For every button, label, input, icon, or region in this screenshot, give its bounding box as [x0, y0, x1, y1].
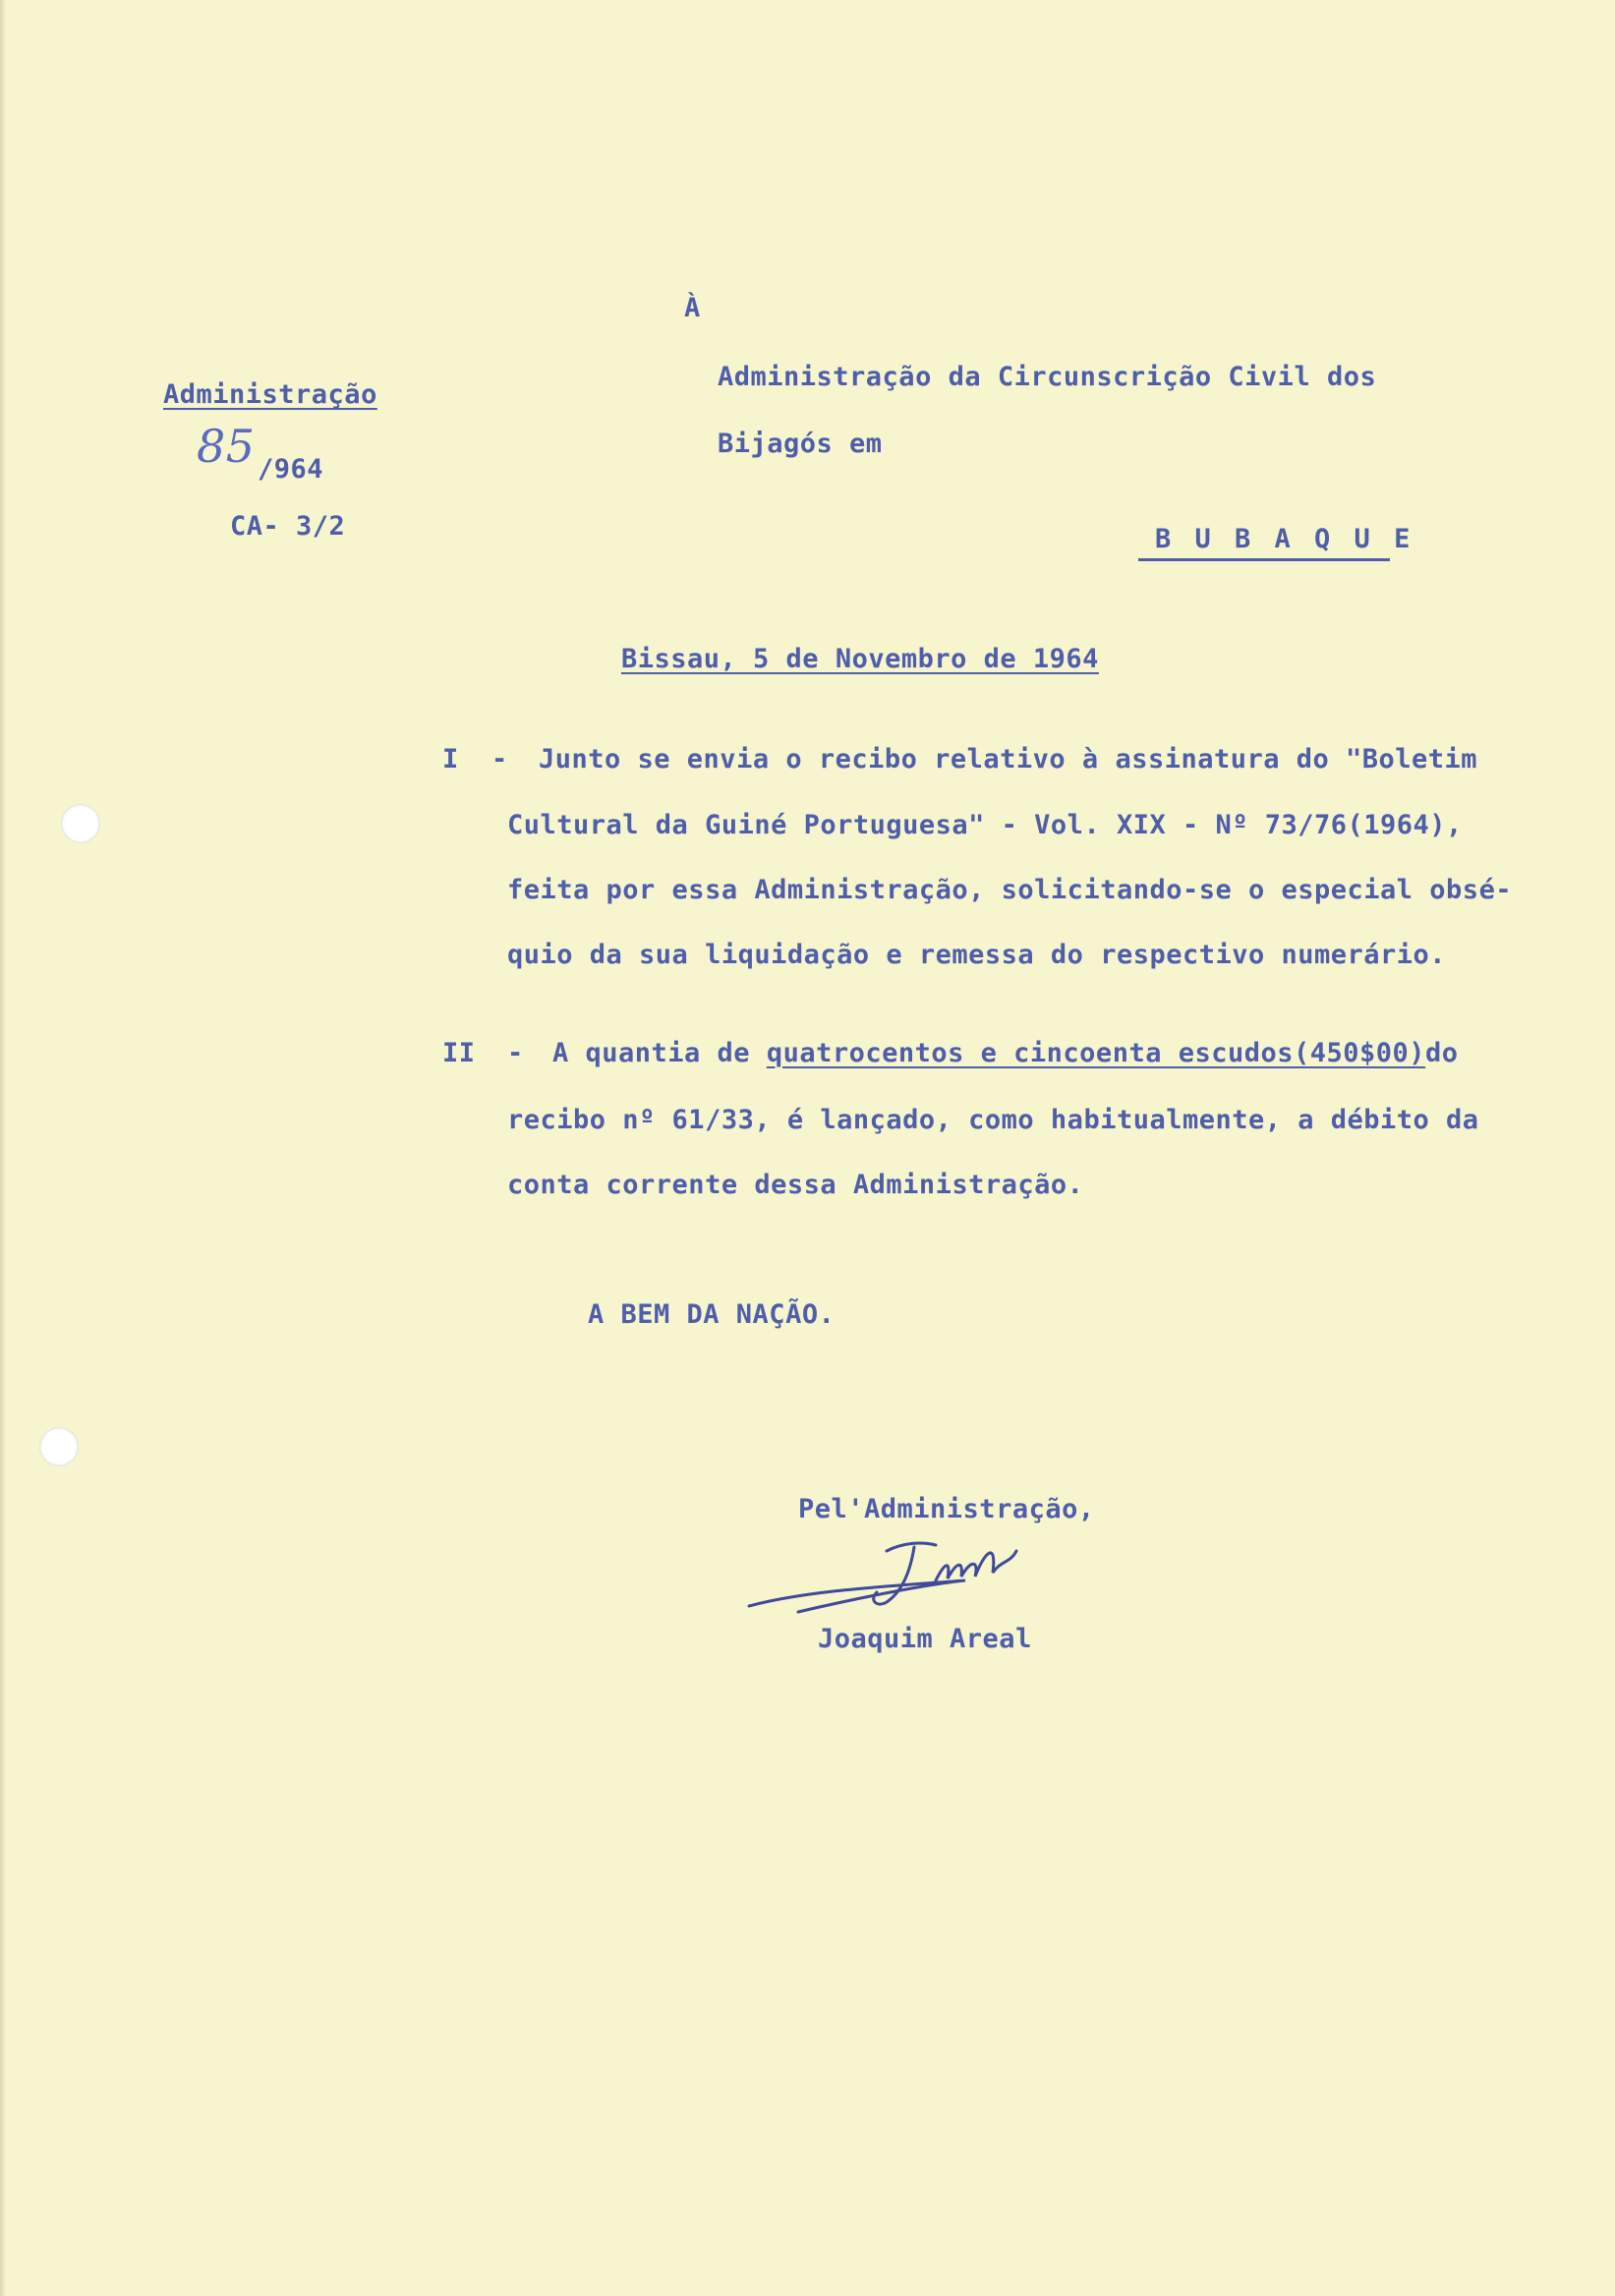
paragraph-2-line-1-end: do	[1425, 1038, 1459, 1068]
signature-label: Pel'Administração,	[798, 1494, 1095, 1524]
reference-number-handwritten: 85	[197, 420, 256, 473]
date-line: Bissau, 5 de Novembro de 1964	[621, 644, 1099, 674]
paragraph-1-line-3: feita por essa Administração, solicitando-se o especial obsé-	[507, 875, 1513, 905]
punch-hole-top	[61, 804, 100, 843]
paragraph-2-line-2: recibo nº 61/33, é lançado, como habitualmente, a débito da	[507, 1105, 1479, 1135]
paragraph-1-line-1: Junto se envia o recibo relativo à assinatura do "Boletim	[539, 744, 1478, 775]
paragraph-1-dash: -	[491, 744, 508, 775]
recipient-place-underline	[1138, 558, 1390, 561]
reference-code: CA- 3/2	[230, 511, 346, 542]
recipient-prefix: À	[684, 293, 701, 323]
recipient-line-2: Bijagós em	[718, 429, 883, 459]
signatory-name: Joaquim Areal	[818, 1624, 1032, 1654]
punch-hole-bottom	[39, 1427, 79, 1466]
paragraph-1-numeral: I	[442, 744, 459, 775]
recipient-place: B U B A Q U E	[1155, 524, 1414, 554]
recipient-line-1: Administração da Circunscrição Civil dos	[718, 362, 1377, 392]
reference-year: /964	[258, 454, 324, 485]
handwritten-signature	[739, 1521, 1073, 1630]
paragraph-2-line-1-start: A quantia de	[552, 1038, 767, 1068]
paragraph-2-dash: -	[507, 1038, 524, 1068]
paragraph-2-line-1	[552, 1038, 1459, 1069]
closing-salutation: A BEM DA NAÇÃO.	[588, 1299, 836, 1330]
paragraph-2-line-3: conta corrente dessa Administração.	[507, 1170, 1084, 1200]
paragraph-1-line-4: quio da sua liquidação e remessa do respectivo numerário.	[507, 940, 1447, 970]
paragraph-2-numeral: II	[442, 1038, 476, 1068]
reference-office: Administração	[163, 379, 377, 410]
paragraph-1-line-2: Cultural da Guiné Portuguesa" - Vol. XIX - Nº 73/76(1964),	[507, 810, 1463, 840]
page-edge-shadow	[0, 0, 6, 2296]
amount-underlined: quatrocentos e cincoenta escudos(450$00)	[766, 1038, 1426, 1068]
